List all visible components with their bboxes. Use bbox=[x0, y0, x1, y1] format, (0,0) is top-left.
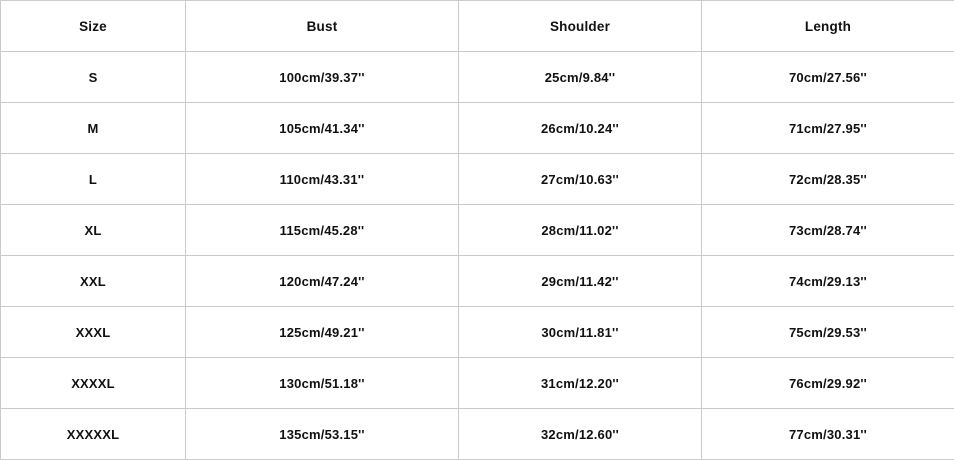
cell-shoulder: 28cm/11.02'' bbox=[459, 205, 702, 256]
column-header-shoulder: Shoulder bbox=[459, 1, 702, 52]
cell-bust: 125cm/49.21'' bbox=[186, 307, 459, 358]
table-row bbox=[1, 205, 954, 256]
column-header-bust: Bust bbox=[186, 1, 459, 52]
cell-length: 70cm/27.56'' bbox=[702, 52, 954, 103]
cell-size: XXXL bbox=[1, 307, 186, 358]
column-header-length: Length bbox=[702, 1, 954, 52]
cell-length: 77cm/30.31'' bbox=[702, 409, 954, 460]
cell-shoulder: 27cm/10.63'' bbox=[459, 154, 702, 205]
cell-shoulder: 30cm/11.81'' bbox=[459, 307, 702, 358]
table-header-row bbox=[1, 1, 954, 52]
table-row bbox=[1, 358, 954, 409]
table-row bbox=[1, 52, 954, 103]
cell-bust: 100cm/39.37'' bbox=[186, 52, 459, 103]
cell-size: XXL bbox=[1, 256, 186, 307]
cell-size: XL bbox=[1, 205, 186, 256]
cell-size: S bbox=[1, 52, 186, 103]
cell-size: L bbox=[1, 154, 186, 205]
cell-length: 74cm/29.13'' bbox=[702, 256, 954, 307]
cell-bust: 110cm/43.31'' bbox=[186, 154, 459, 205]
column-header-size: Size bbox=[1, 1, 186, 52]
cell-bust: 105cm/41.34'' bbox=[186, 103, 459, 154]
cell-bust: 135cm/53.15'' bbox=[186, 409, 459, 460]
cell-size: M bbox=[1, 103, 186, 154]
cell-size: XXXXL bbox=[1, 358, 186, 409]
cell-length: 71cm/27.95'' bbox=[702, 103, 954, 154]
table-row bbox=[1, 409, 954, 460]
cell-length: 73cm/28.74'' bbox=[702, 205, 954, 256]
cell-length: 72cm/28.35'' bbox=[702, 154, 954, 205]
cell-bust: 120cm/47.24'' bbox=[186, 256, 459, 307]
cell-shoulder: 26cm/10.24'' bbox=[459, 103, 702, 154]
cell-size: XXXXXL bbox=[1, 409, 186, 460]
table-row bbox=[1, 307, 954, 358]
table-row bbox=[1, 103, 954, 154]
cell-length: 75cm/29.53'' bbox=[702, 307, 954, 358]
cell-bust: 115cm/45.28'' bbox=[186, 205, 459, 256]
cell-shoulder: 32cm/12.60'' bbox=[459, 409, 702, 460]
cell-length: 76cm/29.92'' bbox=[702, 358, 954, 409]
cell-shoulder: 25cm/9.84'' bbox=[459, 52, 702, 103]
table-row bbox=[1, 256, 954, 307]
cell-shoulder: 31cm/12.20'' bbox=[459, 358, 702, 409]
cell-shoulder: 29cm/11.42'' bbox=[459, 256, 702, 307]
table-row bbox=[1, 154, 954, 205]
cell-bust: 130cm/51.18'' bbox=[186, 358, 459, 409]
